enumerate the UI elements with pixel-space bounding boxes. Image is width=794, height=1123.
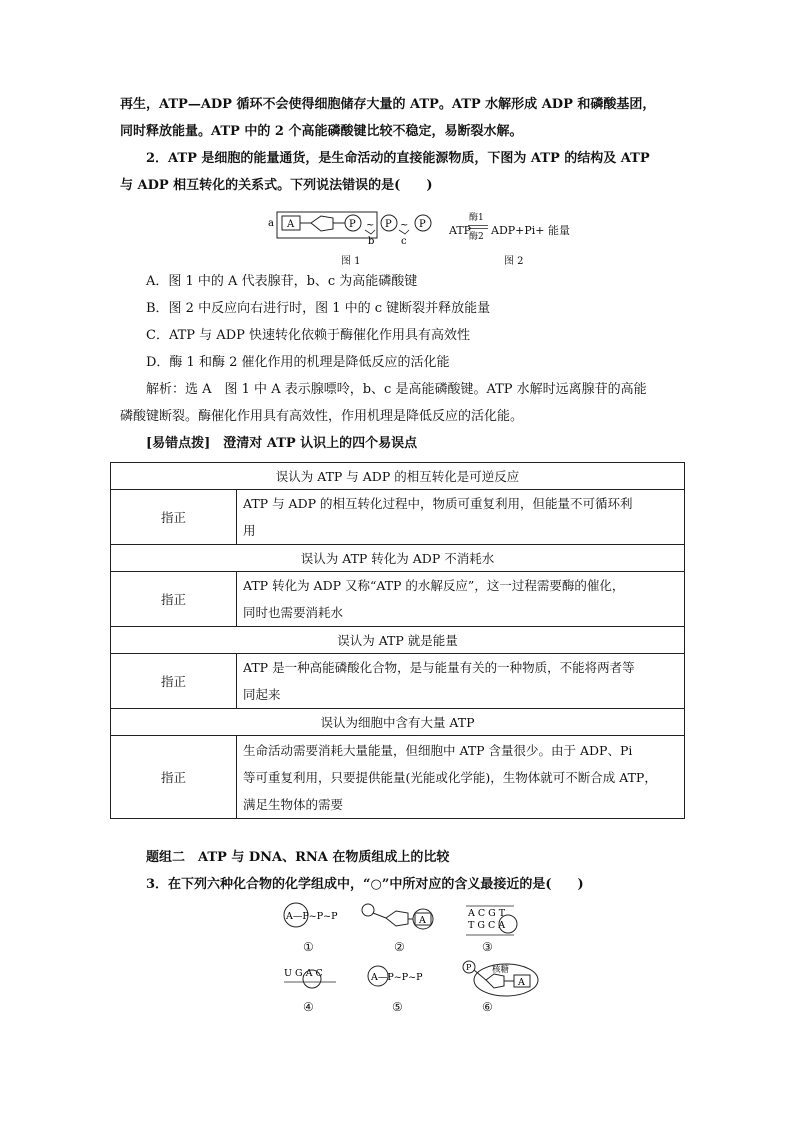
compound-4-figure <box>282 962 342 992</box>
q2-stem-1: 2．ATP 是细胞的能量通货，是生命活动的直接能源物质，下图为 ATP 的结构及 ATP <box>146 151 650 166</box>
fig1-box-a: A <box>287 219 295 230</box>
option-a: A．图 1 中的 A 代表腺苷，b、c 为高能磷酸键 <box>146 274 418 289</box>
table-row <box>111 490 685 545</box>
svg-text:U G A C: U G A C <box>284 968 323 979</box>
svg-text:A—P~P~P: A—P~P~P <box>371 972 423 983</box>
fig1-label-c: c <box>401 236 407 247</box>
compound-3-figure <box>464 902 522 938</box>
svg-text:P: P <box>466 963 472 972</box>
analysis-line-1: 解析：选 A 图 1 中 A 表示腺嘌呤，b、c 是高能磷酸键。ATP 水解时远离腺苷的高能 <box>146 382 647 397</box>
svg-text:核糖: 核糖 <box>492 965 510 975</box>
sugar-pentagon <box>486 974 504 988</box>
fig2-enzyme-1: 酶1 <box>469 213 484 223</box>
table-row <box>111 709 685 736</box>
fig2-caption: 图 2 <box>504 256 524 267</box>
fig2-products: ADP+Pi+ 能量 <box>491 224 571 237</box>
tip-title: [易错点拨] 澄清对 ATP 认识上的四个易误点 <box>146 436 418 451</box>
correction-label-3: 指正 <box>111 654 237 709</box>
analysis-line-2: 磷酸键断裂。酶催化作用具有高效性，作用机理是降低反应的活化能。 <box>120 409 524 424</box>
table-row <box>111 572 685 627</box>
compound-4-caption: ④ <box>303 1000 314 1014</box>
table-row <box>111 463 685 490</box>
compound-1-figure <box>282 902 352 930</box>
correction-text-4: 生命活动需要消耗大量能量，但细胞中 ATP 含量很少。由于 ADP、Pi 等可重复利用，只要提供能量(光能或化学能)，生物体就可不断合成 ATP， 满足生物体的需要 <box>237 736 685 819</box>
option-c: C．ATP 与 ADP 快速转化依赖于酶催化作用具有高效性 <box>146 328 470 343</box>
fig1-p2: P <box>385 219 392 230</box>
atp-structure-figure <box>265 208 445 256</box>
compound-6-caption: ⑥ <box>482 1000 493 1014</box>
fig2-enzyme-2: 酶2 <box>469 232 484 242</box>
compound-2-caption: ② <box>394 940 405 954</box>
misconception-title-1: 误认为 ATP 与 ADP 的相互转化是可逆反应 <box>111 463 685 490</box>
svg-text:A—P~P~P: A—P~P~P <box>286 911 338 922</box>
svg-text:~: ~ <box>366 220 375 231</box>
svg-text:~: ~ <box>400 220 409 231</box>
compound-2-figure <box>358 902 438 930</box>
fig1-label-a: a <box>268 218 274 229</box>
fig1-p1: P <box>349 219 356 230</box>
table-row <box>111 654 685 709</box>
svg-text:A C G T: A C G T <box>468 908 506 919</box>
misconception-title-3: 误认为 ATP 就是能量 <box>111 627 685 654</box>
misconception-table <box>110 462 685 819</box>
compound-5-figure <box>367 962 437 990</box>
correction-text-2: ATP 转化为 ADP 又称“ATP 的水解反应”，这一过程需要酶的催化， 同时也需要消耗水 <box>237 572 685 627</box>
misconception-title-2: 误认为 ATP 转化为 ADP 不消耗水 <box>111 545 685 572</box>
reversible-arrow <box>468 224 490 230</box>
group2-title: 题组二 ATP 与 DNA、RNA 在物质组成上的比较 <box>146 850 450 865</box>
compound-6-figure <box>460 958 542 998</box>
compound-5-caption: ⑤ <box>392 1000 403 1014</box>
fig2-atp: ATP <box>449 224 472 237</box>
compound-1-caption: ① <box>303 940 314 954</box>
q2-stem-2: 与 ADP 相互转化的关系式。下列说法错误的是( ) <box>120 178 433 193</box>
svg-text:A: A <box>419 915 426 926</box>
fig1-p3: P <box>419 219 426 230</box>
correction-label-1: 指正 <box>111 490 237 545</box>
ribose-pentagon <box>311 216 333 231</box>
table-row <box>111 545 685 572</box>
phosphate-circle <box>362 904 374 916</box>
correction-label-4: 指正 <box>111 736 237 819</box>
svg-text:T G C A: T G C A <box>468 920 506 931</box>
table-row <box>111 627 685 654</box>
compound-3-caption: ③ <box>482 940 493 954</box>
correction-label-2: 指正 <box>111 572 237 627</box>
table-row <box>111 736 685 819</box>
svg-text:A: A <box>518 977 525 988</box>
q3-stem: 3．在下列六种化合物的化学组成中，“○”中所对应的含义最接近的是( ) <box>146 877 584 892</box>
fig1-label-b: b <box>368 236 375 247</box>
intro-line-1: 再生，ATP—ADP 循环不会使得细胞储存大量的 ATP。ATP 水解形成 ADP 和磷酸基团， <box>120 97 656 112</box>
intro-line-2: 同时释放能量。ATP 中的 2 个高能磷酸键比较不稳定，易断裂水解。 <box>120 124 523 139</box>
correction-text-3: ATP 是一种高能磷酸化合物，是与能量有关的一种物质，不能将两者等 同起来 <box>237 654 685 709</box>
fig1-caption: 图 1 <box>341 256 361 267</box>
correction-text-1: ATP 与 ADP 的相互转化过程中，物质可重复利用，但能量不可循环利 用 <box>237 490 685 545</box>
sugar-pentagon <box>386 911 408 926</box>
option-b: B．图 2 中反应向右进行时，图 1 中的 c 键断裂并释放能量 <box>146 301 491 316</box>
option-d: D．酶 1 和酶 2 催化作用的机理是降低反应的活化能 <box>146 355 450 370</box>
misconception-title-4: 误认为细胞中含有大量 ATP <box>111 709 685 736</box>
